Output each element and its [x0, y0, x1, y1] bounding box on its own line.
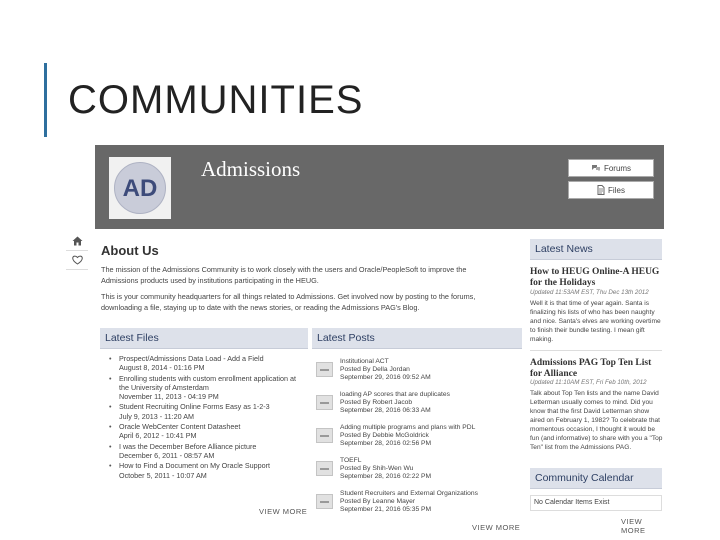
files-button[interactable] [568, 181, 654, 199]
post-author: Posted By Robert Jacob [340, 399, 413, 407]
about-mission-text: The mission of the Admissions Community is to work closely with the users and Oracle/PeopleSoft to improve the Admissions products used by institutions participating in the HEUG. [101, 265, 467, 285]
posts-view-more-link[interactable]: VIEW MORE [472, 523, 521, 532]
post-title[interactable]: Student Recruiters and External Organizations [340, 490, 478, 497]
forums-button-label: Forums [603, 163, 632, 173]
post-date: September 21, 2016 05:35 PM [340, 506, 432, 514]
about-headquarters-text: This is your community headquarters for all things related to Admissions. Get involved now by posting to the forums, downloading a file, staying up to date with the news stories, or reading the Admissions PAG's Blog. [101, 292, 476, 312]
files-button-label: Files [608, 185, 625, 195]
latest-posts-list [314, 358, 524, 523]
post-item[interactable] [314, 490, 524, 523]
community-title: Admissions [201, 157, 301, 181]
latest-news-heading: Latest News [530, 239, 662, 260]
file-title[interactable]: • Prospect/Admissions Data Load - Add a Field [119, 354, 264, 363]
post-date: September 28, 2016 02:22 PM [340, 473, 432, 481]
file-item[interactable] [109, 374, 305, 402]
post-item[interactable] [314, 457, 524, 490]
about-heading: About Us [101, 243, 159, 258]
news-divider [530, 350, 662, 351]
post-thumbnail-icon [316, 494, 333, 509]
file-date: December 6, 2011 - 08:57 AM [119, 450, 215, 460]
community-avatar [109, 157, 171, 219]
latest-posts-heading: Latest Posts [312, 328, 522, 349]
community-screenshot [64, 145, 664, 537]
post-title[interactable]: Institutional ACT [340, 358, 389, 365]
avatar-initials: AD [114, 162, 166, 214]
title-accent-bar [44, 63, 47, 137]
file-item[interactable] [109, 461, 305, 480]
side-icon-bar [66, 232, 88, 270]
community-header [95, 145, 664, 229]
forums-icon [591, 164, 601, 172]
file-item[interactable] [109, 442, 305, 461]
community-calendar-heading: Community Calendar [530, 468, 662, 489]
file-title[interactable]: • How to Find a Document on My Oracle Support [119, 461, 271, 471]
file-title[interactable]: • Student Recruiting Online Forms Easy as 1-2-3 [119, 402, 270, 412]
file-date: October 5, 2011 - 10:07 AM [119, 470, 207, 480]
latest-files-list [109, 354, 305, 481]
files-icon [597, 185, 605, 195]
post-item[interactable] [314, 358, 524, 391]
news-view-more-link[interactable]: VIEW MORE [621, 517, 646, 535]
news-title[interactable]: How to HEUG Online-A HEUG for the Holidays [530, 267, 660, 288]
calendar-empty-text: No Calendar Items Exist [530, 495, 662, 511]
post-date: September 28, 2016 02:56 PM [340, 440, 432, 448]
news-body: Talk about Top Ten lists and the name David Letterman usually comes to mind. Did you know that the first David Letterman show aired on February 1, 1982? To celebrate that momentous occasion, I thought it would be fun (and informative) to share with you a "Top Ten" list from the Admissions PAG. [530, 390, 663, 451]
post-item[interactable] [314, 391, 524, 424]
post-thumbnail-icon [316, 395, 333, 410]
post-item[interactable] [314, 424, 524, 457]
latest-files-heading: Latest Files [100, 328, 308, 349]
post-date: September 28, 2016 06:33 AM [340, 407, 431, 415]
news-meta: Updated 11:53AM EST, Thu Dec 13th 2012 [530, 289, 649, 296]
file-title[interactable]: • Enrolling students with custom enrollment application at the University of Amsterdam [119, 373, 296, 392]
post-title[interactable]: Adding multiple programs and plans with PDL [340, 424, 476, 431]
file-title[interactable]: • Oracle WebCenter Content Datasheet [119, 422, 241, 432]
post-thumbnail-icon [316, 428, 333, 443]
post-author: Posted By Debbie McGoldrick [340, 432, 429, 440]
news-meta: Updated 11:10AM EST, Fri Feb 10th, 2012 [530, 379, 647, 386]
post-title[interactable]: loading AP scores that are duplicates [340, 391, 450, 398]
post-title[interactable]: TOEFL [340, 457, 362, 464]
file-date: April 6, 2012 - 10:41 PM [119, 431, 197, 441]
post-author: Posted By Leanne Mayer [340, 498, 416, 506]
file-item[interactable] [109, 402, 305, 421]
file-item[interactable] [109, 422, 305, 441]
news-body: Well it is that time of year again. Santa is finalizing his lists of who has been naughty and nice. Santa's elves are working overtime to finish their bundle testing. I mean gift making. [530, 300, 661, 343]
forums-button[interactable] [568, 159, 654, 177]
post-date: September 29, 2016 09:52 AM [340, 374, 431, 382]
files-view-more-link[interactable]: VIEW MORE [259, 507, 308, 516]
file-date: August 8, 2014 - 01:16 PM [119, 363, 205, 373]
file-item[interactable] [109, 354, 305, 373]
home-icon[interactable] [66, 232, 88, 251]
file-date: July 9, 2013 - 11:20 AM [119, 411, 194, 421]
file-date: November 11, 2013 - 04:19 PM [119, 392, 219, 402]
post-thumbnail-icon [316, 362, 333, 377]
post-author: Posted By Della Jordan [340, 366, 410, 374]
post-author: Posted By Shih-Wen Wu [340, 465, 414, 473]
news-title[interactable]: Admissions PAG Top Ten List for Alliance [530, 358, 652, 379]
slide-title: COMMUNITIES [68, 78, 364, 122]
post-thumbnail-icon [316, 461, 333, 476]
heart-icon[interactable] [66, 251, 88, 270]
file-title[interactable]: • I was the December Before Alliance picture [119, 441, 257, 451]
